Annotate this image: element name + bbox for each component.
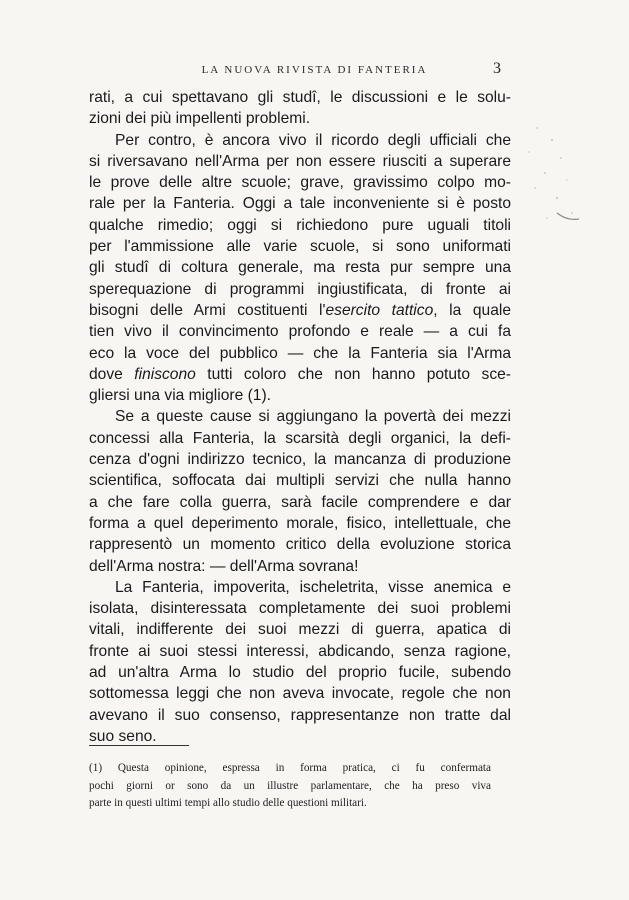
- page-number: 3: [493, 60, 501, 77]
- body-line: zioni dei più impellenti problemi.: [89, 110, 311, 128]
- body-text: [89, 87, 511, 747]
- body-line: qualche rimedio; oggi si richiedono pure uguali titoli: [89, 216, 511, 234]
- body-line: le prove delle altre scuole; grave, gravissimo colpo mo-: [89, 174, 511, 192]
- footnote-separator: [89, 745, 189, 746]
- footnote: [89, 760, 491, 813]
- body-line: rappresentò un momento critico della evoluzione storica: [89, 536, 511, 554]
- body-line: Per contro, è ancora vivo il ricordo degli ufficiali che: [115, 131, 511, 149]
- body-line: gliersi una via migliore (1).: [89, 387, 271, 405]
- page-smudge: [517, 118, 587, 248]
- body-line: eco la voce del pubblico — che la Fanteria sia l'Arma: [89, 344, 511, 362]
- body-line: isolata, disinteressata completamente dei suoi problemi: [89, 600, 511, 618]
- body-line: avevano il suo consenso, rappresentanze non tratte dal: [89, 706, 511, 724]
- body-line: vitali, indifferente dei suoi mezzi di guerra, apatica di: [89, 621, 511, 639]
- body-line: dove finiscono tutti coloro che non hanno potuto sce-: [89, 365, 511, 383]
- body-line: cenza d'ogni indirizzo tecnico, la mancanza di produzione: [89, 451, 511, 469]
- body-line: sottomessa leggi che non aveva invocate, regole che non: [89, 685, 511, 703]
- footnote-line: parte in questi ultimi tempi allo studio delle questioni militari.: [89, 797, 367, 810]
- body-line: dell'Arma nostra: — dell'Arma sovrana!: [89, 557, 359, 575]
- body-line: Se a queste cause si aggiungano la povertà dei mezzi: [115, 408, 511, 426]
- body-line: tien vivo il convincimento profondo e reale — a cui fa: [89, 323, 511, 341]
- body-line: scientifica, soffocata dai multipli servizi che nulla hanno: [89, 472, 511, 490]
- body-line: rati, a cui spettavano gli studî, le discussioni e le solu-: [89, 89, 511, 106]
- body-line: ad un'altra Arma lo studio del proprio fucile, subendo: [89, 664, 511, 682]
- body-line: suo seno.: [89, 727, 157, 745]
- body-line: si riversavano nell'Arma per non essere riusciti a superare: [89, 152, 511, 170]
- body-line: a che fare colla guerra, sarà facile comprendere e dar: [89, 493, 511, 511]
- body-line: forma a quel deperimento morale, fisico, intellettuale, che: [89, 514, 511, 532]
- running-title: LA NUOVA RIVISTA DI FANTERIA: [201, 64, 428, 76]
- body-line: gli studî di coltura generale, ma resta pur sempre una: [89, 259, 511, 277]
- footnote-line: (1) Questa opinione, espressa in forma pratica, ci fu confermata: [89, 762, 491, 774]
- footnote-line: pochi giorni or sono da un illustre parlamentare, che ha preso viva: [89, 779, 491, 792]
- body-line: rale per la Fanteria. Oggi a tale inconveniente si è posto: [89, 195, 511, 213]
- body-line: per l'ammissione alle varie scuole, si sono uniformati: [89, 238, 511, 256]
- body-line: concessi alla Fanteria, la scarsità degli organici, la defi-: [89, 429, 511, 447]
- body-line: fronte ai suoi stessi interessi, abdicando, senza ragione,: [89, 642, 511, 660]
- body-line: sperequazione di programmi ingiustificata, di fronte ai: [89, 280, 511, 298]
- body-line: bisogni delle Armi costituenti l'esercito tattico, la quale: [89, 301, 511, 319]
- body-line: La Fanteria, impoverita, ischeletrita, visse anemica e: [115, 578, 511, 596]
